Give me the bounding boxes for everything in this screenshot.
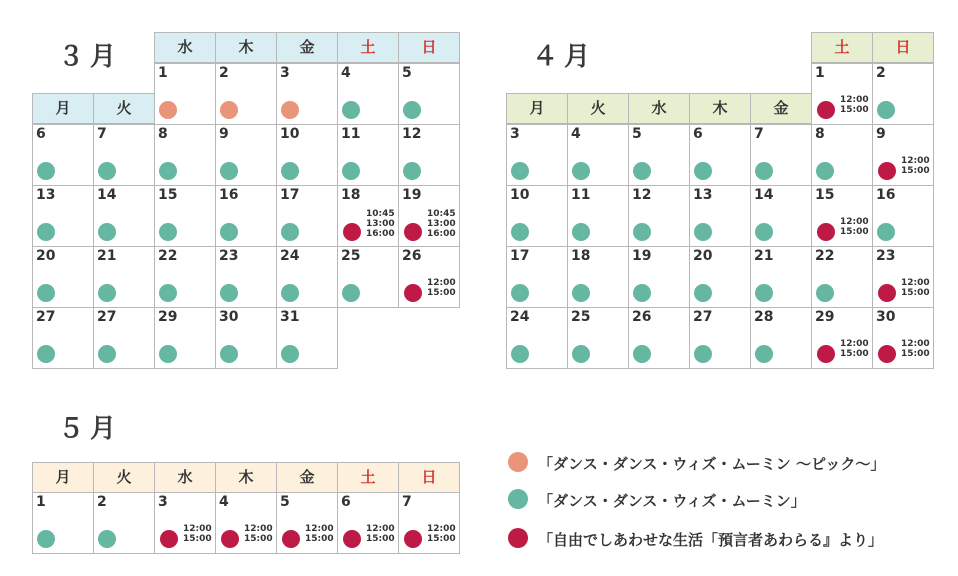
weekday-header: 土 — [337, 462, 399, 493]
month-title: ５月 — [58, 414, 123, 444]
show-times: 12:00 15:00 — [901, 156, 930, 176]
day-number: 20 — [693, 248, 713, 264]
day-number: 8 — [158, 126, 168, 142]
performance-dot-icon — [281, 162, 299, 180]
day-cell[interactable] — [154, 185, 216, 247]
day-cell[interactable] — [398, 124, 460, 186]
day-cell[interactable] — [93, 124, 155, 186]
day-number: 6 — [36, 126, 46, 142]
performance-dot-icon — [878, 345, 896, 363]
performance-dot-icon — [572, 223, 590, 241]
day-number: 6 — [341, 494, 351, 510]
day-cell[interactable] — [567, 185, 629, 247]
day-number: 27 — [36, 309, 56, 325]
weekday-header: 月 — [506, 93, 568, 124]
legend-dot-icon — [508, 528, 528, 548]
performance-dot-icon — [37, 530, 55, 548]
show-times: 12:00 15:00 — [427, 278, 456, 298]
month-title: ３月 — [58, 42, 123, 72]
day-cell[interactable] — [506, 307, 568, 369]
performance-dot-icon — [220, 284, 238, 302]
day-cell[interactable] — [337, 185, 399, 247]
day-cell[interactable] — [811, 63, 873, 125]
day-number: 21 — [754, 248, 774, 264]
legend-dot-icon — [508, 489, 528, 509]
performance-dot-icon — [220, 101, 238, 119]
performance-dot-icon — [511, 345, 529, 363]
day-number: 2 — [219, 65, 229, 81]
day-number: 9 — [219, 126, 229, 142]
performance-dot-icon — [220, 345, 238, 363]
day-cell[interactable] — [689, 246, 751, 308]
day-cell[interactable] — [750, 124, 812, 186]
day-cell[interactable] — [506, 185, 568, 247]
day-cell[interactable] — [276, 63, 338, 125]
day-number: 18 — [571, 248, 591, 264]
performance-dot-icon — [694, 162, 712, 180]
day-cell[interactable] — [689, 307, 751, 369]
day-number: 24 — [280, 248, 300, 264]
day-number: 4 — [219, 494, 229, 510]
performance-dot-icon — [342, 162, 360, 180]
day-number: 3 — [280, 65, 290, 81]
day-number: 31 — [280, 309, 300, 325]
show-times: 12:00 15:00 — [901, 278, 930, 298]
performance-dot-icon — [817, 345, 835, 363]
day-cell[interactable] — [628, 307, 690, 369]
performance-dot-icon — [220, 223, 238, 241]
day-number: 19 — [402, 187, 422, 203]
day-number: 5 — [280, 494, 290, 510]
day-number: 26 — [402, 248, 422, 264]
day-cell[interactable] — [628, 185, 690, 247]
day-number: 6 — [693, 126, 703, 142]
weekday-header: 木 — [215, 32, 277, 63]
day-number: 7 — [402, 494, 412, 510]
performance-dot-icon — [511, 223, 529, 241]
day-cell[interactable] — [93, 185, 155, 247]
show-times: 12:00 15:00 — [840, 339, 869, 359]
day-cell[interactable] — [32, 185, 94, 247]
day-cell[interactable] — [276, 492, 338, 554]
performance-dot-icon — [403, 162, 421, 180]
performance-dot-icon — [633, 284, 651, 302]
day-number: 1 — [158, 65, 168, 81]
day-number: 10 — [280, 126, 300, 142]
day-cell[interactable] — [567, 124, 629, 186]
performance-dot-icon — [877, 101, 895, 119]
day-cell[interactable] — [215, 185, 277, 247]
day-number: 29 — [815, 309, 835, 325]
day-cell[interactable] — [689, 124, 751, 186]
day-number: 15 — [158, 187, 178, 203]
day-number: 21 — [97, 248, 117, 264]
legend-label: 「自由でしあわせな生活「預言者あわらる』より」 — [538, 531, 884, 549]
show-times: 10:45 13:00 16:00 — [427, 209, 456, 239]
day-cell[interactable] — [506, 246, 568, 308]
day-number: 4 — [571, 126, 581, 142]
day-number: 30 — [219, 309, 239, 325]
day-number: 7 — [754, 126, 764, 142]
performance-dot-icon — [37, 223, 55, 241]
day-cell[interactable] — [215, 307, 277, 369]
day-cell[interactable] — [32, 492, 94, 554]
performance-dot-icon — [98, 223, 116, 241]
weekday-header: 木 — [215, 462, 277, 493]
performance-dot-icon — [159, 101, 177, 119]
performance-dot-icon — [694, 345, 712, 363]
performance-dot-icon — [282, 530, 300, 548]
weekday-header: 土 — [811, 32, 873, 63]
day-cell[interactable] — [32, 246, 94, 308]
performance-dot-icon — [342, 284, 360, 302]
performance-dot-icon — [281, 345, 299, 363]
day-number: 22 — [815, 248, 835, 264]
weekday-header: 金 — [276, 462, 338, 493]
day-number: 17 — [510, 248, 530, 264]
performance-dot-icon — [633, 162, 651, 180]
weekday-header: 金 — [276, 32, 338, 63]
day-cell[interactable] — [93, 307, 155, 369]
performance-dot-icon — [816, 162, 834, 180]
performance-dot-icon — [98, 530, 116, 548]
performance-dot-icon — [281, 284, 299, 302]
day-number: 17 — [280, 187, 300, 203]
day-number: 2 — [876, 65, 886, 81]
day-cell[interactable] — [872, 246, 934, 308]
day-cell[interactable] — [154, 492, 216, 554]
day-number: 18 — [341, 187, 361, 203]
day-cell[interactable] — [398, 246, 460, 308]
show-times: 12:00 15:00 — [840, 95, 869, 115]
day-number: 5 — [402, 65, 412, 81]
performance-dot-icon — [816, 284, 834, 302]
performance-dot-icon — [343, 530, 361, 548]
day-cell[interactable] — [872, 307, 934, 369]
day-cell[interactable] — [154, 246, 216, 308]
day-number: 12 — [402, 126, 422, 142]
day-number: 27 — [97, 309, 117, 325]
day-number: 8 — [815, 126, 825, 142]
day-cell[interactable] — [276, 246, 338, 308]
performance-dot-icon — [404, 284, 422, 302]
day-number: 20 — [36, 248, 56, 264]
day-number: 15 — [815, 187, 835, 203]
day-cell[interactable] — [811, 124, 873, 186]
performance-dot-icon — [159, 162, 177, 180]
day-cell[interactable] — [276, 185, 338, 247]
day-number: 29 — [158, 309, 178, 325]
day-number: 14 — [754, 187, 774, 203]
day-number: 16 — [876, 187, 896, 203]
day-number: 19 — [632, 248, 652, 264]
day-cell[interactable] — [567, 246, 629, 308]
day-cell[interactable] — [215, 492, 277, 554]
show-times: 12:00 15:00 — [183, 524, 212, 544]
day-number: 30 — [876, 309, 896, 325]
show-times: 12:00 15:00 — [366, 524, 395, 544]
day-number: 14 — [97, 187, 117, 203]
day-cell[interactable] — [398, 63, 460, 125]
day-number: 5 — [632, 126, 642, 142]
weekday-header: 日 — [398, 32, 460, 63]
performance-dot-icon — [221, 530, 239, 548]
performance-dot-icon — [403, 101, 421, 119]
day-cell[interactable] — [506, 124, 568, 186]
performance-dot-icon — [878, 284, 896, 302]
day-cell[interactable] — [750, 185, 812, 247]
day-number: 22 — [158, 248, 178, 264]
performance-dot-icon — [159, 284, 177, 302]
weekday-header: 水 — [628, 93, 690, 124]
day-cell[interactable] — [215, 63, 277, 125]
day-number: 28 — [754, 309, 774, 325]
performance-dot-icon — [755, 284, 773, 302]
day-cell[interactable] — [154, 63, 216, 125]
weekday-header: 木 — [689, 93, 751, 124]
day-cell[interactable] — [872, 124, 934, 186]
day-number: 12 — [632, 187, 652, 203]
show-times: 12:00 15:00 — [427, 524, 456, 544]
day-number: 11 — [571, 187, 591, 203]
day-cell[interactable] — [750, 307, 812, 369]
performance-dot-icon — [572, 345, 590, 363]
day-number: 25 — [341, 248, 361, 264]
performance-dot-icon — [37, 284, 55, 302]
show-times: 12:00 15:00 — [840, 217, 869, 237]
performance-dot-icon — [572, 162, 590, 180]
performance-dot-icon — [220, 162, 238, 180]
day-number: 10 — [510, 187, 530, 203]
performance-dot-icon — [755, 162, 773, 180]
performance-dot-icon — [877, 223, 895, 241]
performance-dot-icon — [281, 223, 299, 241]
day-number: 13 — [36, 187, 56, 203]
legend-dot-icon — [508, 452, 528, 472]
day-number: 25 — [571, 309, 591, 325]
day-number: 16 — [219, 187, 239, 203]
weekday-header: 火 — [93, 462, 155, 493]
performance-dot-icon — [694, 223, 712, 241]
performance-dot-icon — [37, 162, 55, 180]
day-number: 2 — [97, 494, 107, 510]
day-cell[interactable] — [398, 492, 460, 554]
weekday-header: 月 — [32, 93, 94, 124]
day-cell[interactable] — [811, 246, 873, 308]
day-cell[interactable] — [398, 185, 460, 247]
day-number: 27 — [693, 309, 713, 325]
day-number: 9 — [876, 126, 886, 142]
day-cell[interactable] — [154, 124, 216, 186]
day-number: 24 — [510, 309, 530, 325]
performance-dot-icon — [160, 530, 178, 548]
day-cell[interactable] — [93, 492, 155, 554]
performance-dot-icon — [633, 345, 651, 363]
performance-dot-icon — [755, 223, 773, 241]
performance-dot-icon — [878, 162, 896, 180]
weekday-header: 金 — [750, 93, 812, 124]
day-cell[interactable] — [337, 63, 399, 125]
day-number: 3 — [158, 494, 168, 510]
day-cell[interactable] — [811, 185, 873, 247]
month-title: ４月 — [532, 42, 597, 72]
show-times: 12:00 15:00 — [901, 339, 930, 359]
day-number: 4 — [341, 65, 351, 81]
day-number: 26 — [632, 309, 652, 325]
day-cell[interactable] — [215, 124, 277, 186]
weekday-header: 月 — [32, 462, 94, 493]
day-number: 11 — [341, 126, 361, 142]
day-number: 7 — [97, 126, 107, 142]
show-times: 12:00 15:00 — [244, 524, 273, 544]
legend-label: 「ダンス・ダンス・ウィズ・ムーミン」 — [538, 492, 806, 510]
day-cell[interactable] — [750, 246, 812, 308]
performance-dot-icon — [694, 284, 712, 302]
performance-dot-icon — [342, 101, 360, 119]
day-cell[interactable] — [276, 124, 338, 186]
performance-dot-icon — [98, 162, 116, 180]
performance-dot-icon — [281, 101, 299, 119]
day-number: 13 — [693, 187, 713, 203]
performance-dot-icon — [404, 223, 422, 241]
day-number: 23 — [876, 248, 896, 264]
performance-dot-icon — [572, 284, 590, 302]
performance-dot-icon — [343, 223, 361, 241]
weekday-header: 水 — [154, 32, 216, 63]
weekday-header: 土 — [337, 32, 399, 63]
day-cell[interactable] — [689, 185, 751, 247]
performance-dot-icon — [511, 162, 529, 180]
performance-dot-icon — [159, 345, 177, 363]
day-cell[interactable] — [628, 124, 690, 186]
performance-dot-icon — [404, 530, 422, 548]
day-number: 1 — [815, 65, 825, 81]
day-cell[interactable] — [276, 307, 338, 369]
weekday-header: 火 — [93, 93, 155, 124]
day-number: 1 — [36, 494, 46, 510]
performance-dot-icon — [37, 345, 55, 363]
weekday-header: 日 — [398, 462, 460, 493]
day-cell[interactable] — [215, 246, 277, 308]
day-number: 3 — [510, 126, 520, 142]
performance-dot-icon — [98, 345, 116, 363]
performance-dot-icon — [817, 101, 835, 119]
weekday-header: 火 — [567, 93, 629, 124]
day-cell[interactable] — [337, 492, 399, 554]
performance-dot-icon — [633, 223, 651, 241]
legend-label: 「ダンス・ダンス・ウィズ・ムーミン ～ピック～」 — [538, 455, 886, 473]
performance-dot-icon — [98, 284, 116, 302]
day-cell[interactable] — [567, 307, 629, 369]
day-cell[interactable] — [337, 246, 399, 308]
show-times: 10:45 13:00 16:00 — [366, 209, 395, 239]
day-cell[interactable] — [32, 307, 94, 369]
performance-dot-icon — [817, 223, 835, 241]
day-cell[interactable] — [32, 124, 94, 186]
day-cell[interactable] — [154, 307, 216, 369]
day-cell[interactable] — [872, 63, 934, 125]
performance-dot-icon — [511, 284, 529, 302]
day-cell[interactable] — [628, 246, 690, 308]
day-cell[interactable] — [811, 307, 873, 369]
day-cell[interactable] — [337, 124, 399, 186]
performance-dot-icon — [755, 345, 773, 363]
day-cell[interactable] — [872, 185, 934, 247]
show-times: 12:00 15:00 — [305, 524, 334, 544]
weekday-header: 日 — [872, 32, 934, 63]
day-cell[interactable] — [93, 246, 155, 308]
day-number: 23 — [219, 248, 239, 264]
weekday-header: 水 — [154, 462, 216, 493]
performance-dot-icon — [159, 223, 177, 241]
